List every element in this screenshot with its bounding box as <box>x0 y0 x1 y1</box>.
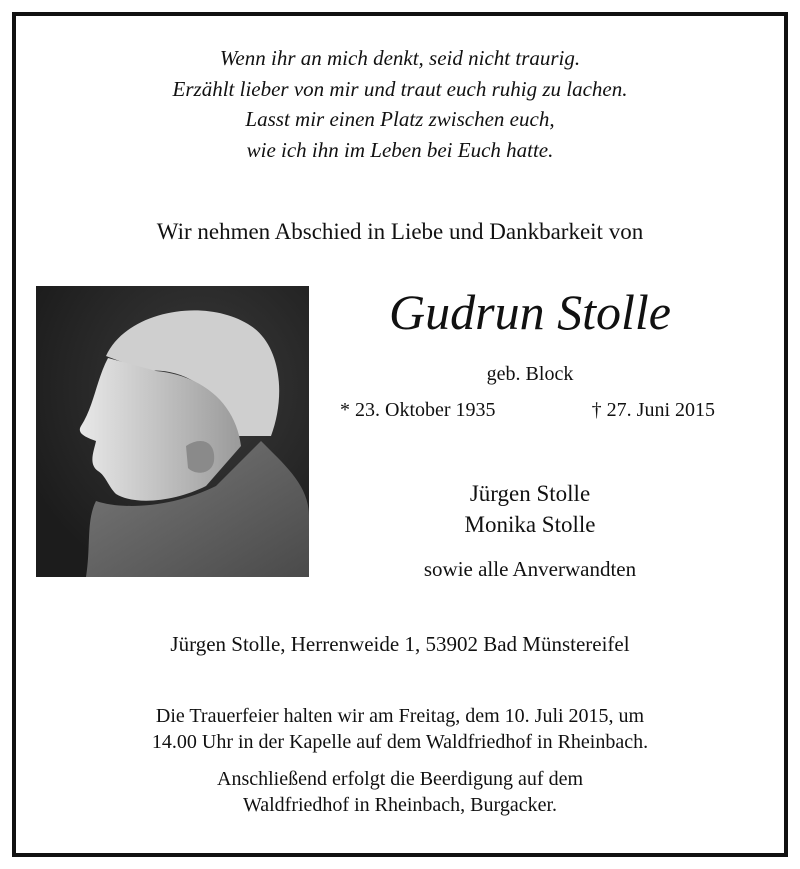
funeral-line: 14.00 Uhr in der Kapelle auf dem Waldfriedhof in Rheinbach. <box>151 731 649 753</box>
mourner-name: Jürgen Stolle <box>469 481 591 506</box>
birth-name: geb. Block <box>486 363 574 385</box>
burial-line: Waldfriedhof in Rheinbach, Burgacker. <box>242 794 558 816</box>
mourners <box>320 478 740 540</box>
portrait-photo <box>36 286 309 577</box>
mourner-name: Monika Stolle <box>464 512 596 537</box>
portrait-image <box>36 286 309 577</box>
burial-line: Anschließend erfolgt die Beerdigung auf dem <box>217 768 583 790</box>
funeral-info <box>0 703 800 755</box>
funeral-line: Die Trauerfeier halten wir am Freitag, dem 10. Juli 2015, um <box>155 705 645 727</box>
poem-line: Erzählt lieber von mir und traut euch ruhig zu lachen. <box>172 76 628 101</box>
death-date: † 27. Juni 2015 <box>591 399 715 421</box>
poem <box>0 43 800 165</box>
birth-date: * 23. Oktober 1935 <box>340 399 496 421</box>
intro-text: Wir nehmen Abschied in Liebe und Dankbarkeit von <box>156 219 644 244</box>
poem-line: Wenn ihr an mich denkt, seid nicht traurig. <box>219 46 581 70</box>
poem-line: Lasst mir einen Platz zwischen euch, <box>245 107 555 131</box>
poem-line: wie ich ihn im Leben bei Euch hatte. <box>246 137 554 162</box>
relatives-text: sowie alle Anverwandten <box>423 557 637 581</box>
deceased-name: Gudrun Stolle <box>389 284 671 340</box>
address: Jürgen Stolle, Herrenweide 1, 53902 Bad Münstereifel <box>170 632 630 656</box>
burial-info <box>0 766 800 818</box>
